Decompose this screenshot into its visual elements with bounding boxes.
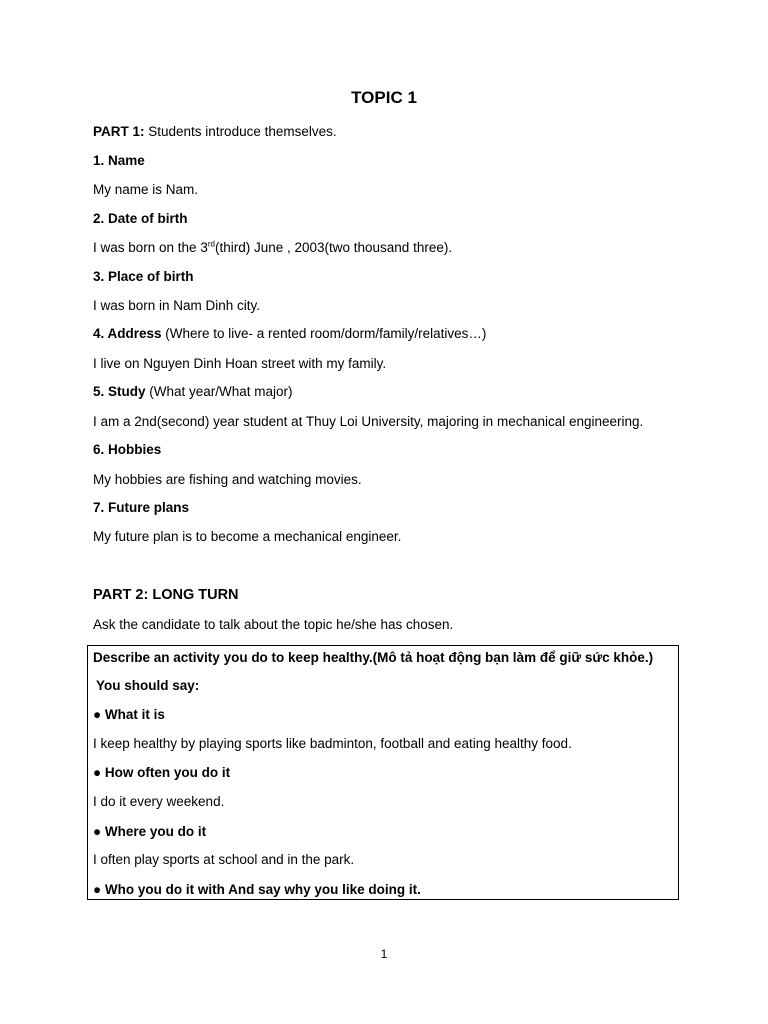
cue-answer-how-often: I do it every weekend. xyxy=(93,794,225,809)
part2-heading: PART 2: LONG TURN xyxy=(93,587,239,603)
future-plans-answer: My future plan is to become a mechanical engineer. xyxy=(93,529,402,544)
page-number: 1 xyxy=(380,947,388,961)
cue-answer-where: I often play sports at school and in the park. xyxy=(93,852,355,867)
cue-card-should-say: You should say: xyxy=(96,678,200,693)
study-heading-line xyxy=(93,383,293,401)
pob-heading: 3. Place of birth xyxy=(93,269,194,284)
dob-answer xyxy=(93,239,452,257)
part1-label: PART 1: xyxy=(93,124,145,139)
hobbies-answer: My hobbies are fishing and watching movies. xyxy=(93,472,362,487)
cue-card-box xyxy=(87,645,679,900)
study-answer: I am a 2nd(second) year student at Thuy Loi University, majoring in mechanical engineering. xyxy=(93,414,644,429)
address-heading-line xyxy=(93,325,486,343)
cue-point-where: ● Where you do it xyxy=(93,824,207,839)
part2-instruction: Ask the candidate to talk about the topic he/she has chosen. xyxy=(93,617,454,632)
dob-answer-sup: rd xyxy=(207,239,215,249)
part1-intro xyxy=(93,123,337,141)
hobbies-heading: 6. Hobbies xyxy=(93,442,162,457)
cue-point-how-often: ● How often you do it xyxy=(93,765,231,780)
pob-answer: I was born in Nam Dinh city. xyxy=(93,298,261,313)
name-heading: 1. Name xyxy=(93,153,145,168)
dob-answer-suffix: (third) June , 2003(two thousand three). xyxy=(214,240,453,255)
dob-heading: 2. Date of birth xyxy=(93,211,188,226)
cue-answer-what: I keep healthy by playing sports like badminton, football and eating healthy food. xyxy=(93,736,572,751)
address-answer: I live on Nguyen Dinh Hoan street with my family. xyxy=(93,356,387,371)
page-title: TOPIC 1 xyxy=(351,88,417,107)
cue-point-who-why: ● Who you do it with And say why you like doing it. xyxy=(93,882,421,897)
part1-text: Students introduce themselves. xyxy=(144,124,337,139)
address-heading: 4. Address xyxy=(93,326,162,341)
name-answer: My name is Nam. xyxy=(93,182,199,197)
dob-answer-prefix: I was born on the 3 xyxy=(93,240,208,255)
study-heading: 5. Study xyxy=(93,384,146,399)
address-note: (Where to live- a rented room/dorm/family/relatives…) xyxy=(161,326,487,341)
future-plans-heading: 7. Future plans xyxy=(93,500,190,515)
cue-card-prompt: Describe an activity you do to keep healthy.(Mô tả hoạt động bạn làm để giữ sức khỏe.) xyxy=(93,650,654,665)
study-note: (What year/What major) xyxy=(145,384,293,399)
cue-point-what: ● What it is xyxy=(93,707,165,722)
